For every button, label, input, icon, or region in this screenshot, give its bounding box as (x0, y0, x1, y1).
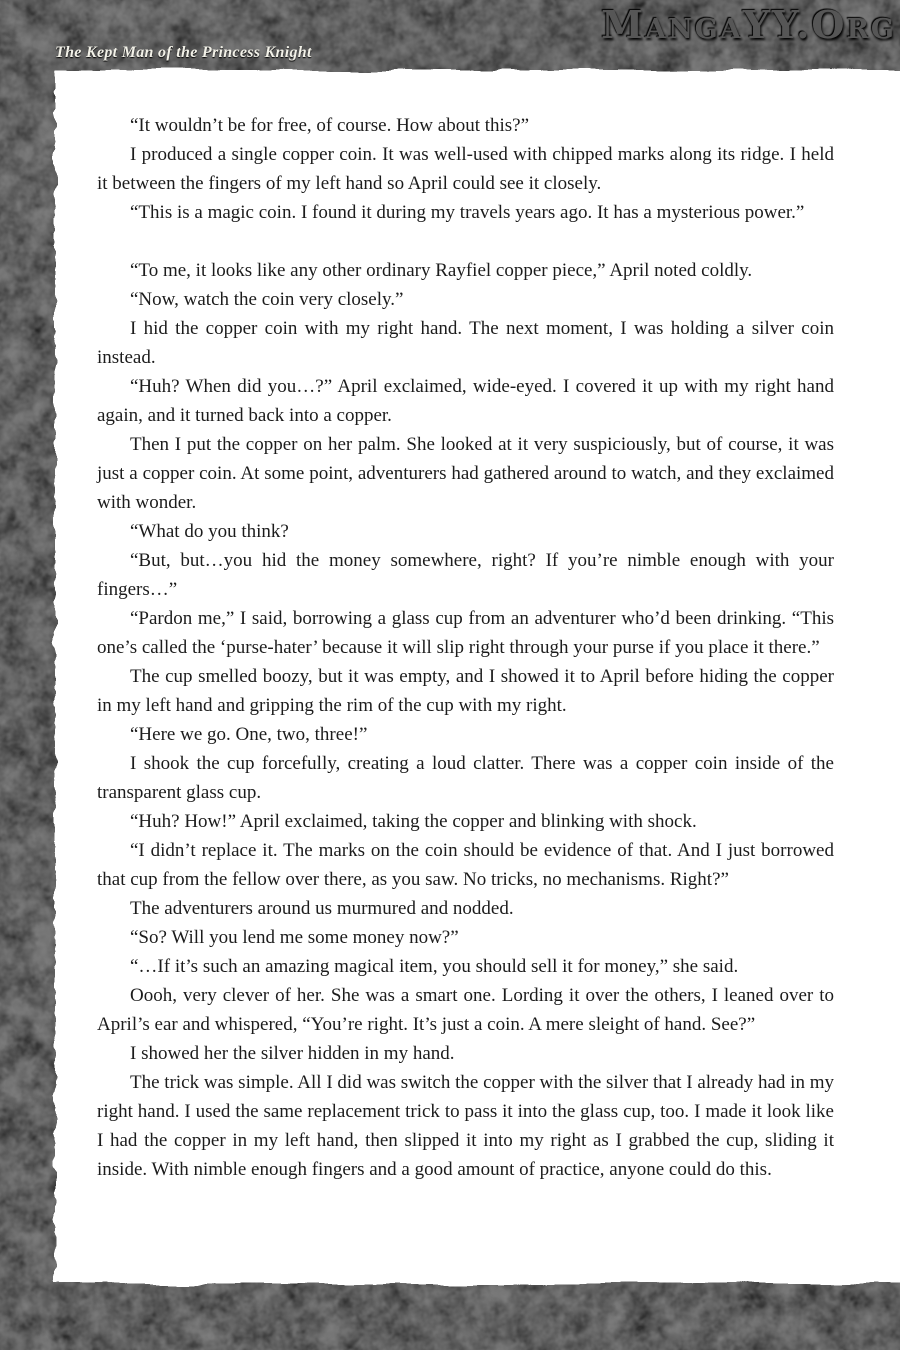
paragraph: “This is a magic coin. I found it during my travels years ago. It has a mysterious power.” (130, 202, 805, 223)
paragraph: “Now, watch the coin very closely.” (130, 289, 404, 310)
paragraph: “Huh? How!” April exclaimed, taking the copper and blinking with shock. (130, 811, 697, 832)
paragraph: “I didn’t replace it. The marks on the coin should be evidence of that. And I just borrowed that cup from the fellow over there, as you saw. No tricks, no mechanisms. Right?” (97, 840, 834, 890)
paragraph: “To me, it looks like any other ordinary Rayfiel copper piece,” April noted coldly. (130, 260, 753, 281)
paragraph: I hid the copper coin with my right hand. The next moment, I was holding a silver coin instead. (97, 318, 834, 368)
paragraph: Then I put the copper on her palm. She looked at it very suspiciously, but of course, it was just a copper coin. At some point, adventurers had gathered around to watch, and they exclaimed with wonder. (97, 434, 834, 513)
paragraph: I produced a single copper coin. It was well-used with chipped marks along its ridge. I held it between the fingers of my left hand so April could see it closely. (97, 144, 834, 194)
paragraph: Oooh, very clever of her. She was a smart one. Lording it over the others, I leaned over to April’s ear and whispered, “You’re right. It’s just a coin. A mere sleight of hand. See?” (97, 985, 834, 1035)
paragraph: “It wouldn’t be for free, of course. How about this?” (130, 115, 530, 136)
paragraph: “Huh? When did you…?” April exclaimed, wide-eyed. I covered it up with my right hand again, and it turned back into a copper. (97, 376, 834, 426)
paragraph: “…If it’s such an amazing magical item, you should sell it for money,” she said. (130, 956, 739, 977)
site-watermark: MangaYY.Org (601, 2, 896, 47)
paragraph-spacer (97, 227, 834, 256)
paragraph: “Pardon me,” I said, borrowing a glass cup from an adventurer who’d been drinking. “This one’s called the ‘purse-hater’ because it will slip right through your purse if you place it there.” (97, 608, 834, 658)
paragraph: “Here we go. One, two, three!” (130, 724, 368, 745)
paragraph: The cup smelled boozy, but it was empty, and I showed it to April before hiding the copper in my left hand and gripping the rim of the cup with my right. (97, 666, 834, 716)
paragraph: “So? Will you lend me some money now?” (130, 927, 459, 948)
paragraph: The trick was simple. All I did was switch the copper with the silver that I already had in my right hand. I used the same replacement trick to pass it into the glass cup, too. I made it look like I had the copper in my left hand, then slipped it into my right as I grabbed the cup, sliding it inside. With nimble enough fingers and a good amount of practice, anyone could do this. (97, 1072, 834, 1180)
series-title: The Kept Man of the Princess Knight (55, 44, 312, 61)
paragraph: I shook the cup forcefully, creating a loud clatter. There was a copper coin inside of the transparent glass cup. (97, 753, 834, 803)
page-text (97, 111, 834, 1184)
paragraph: The adventurers around us murmured and nodded. (130, 898, 514, 919)
novel-page-content (55, 70, 900, 1284)
paragraph: “But, but…you hid the money somewhere, right? If you’re nimble enough with your fingers…” (97, 550, 834, 600)
paragraph: I showed her the silver hidden in my hand. (130, 1043, 455, 1064)
paragraph: “What do you think? (130, 521, 289, 542)
